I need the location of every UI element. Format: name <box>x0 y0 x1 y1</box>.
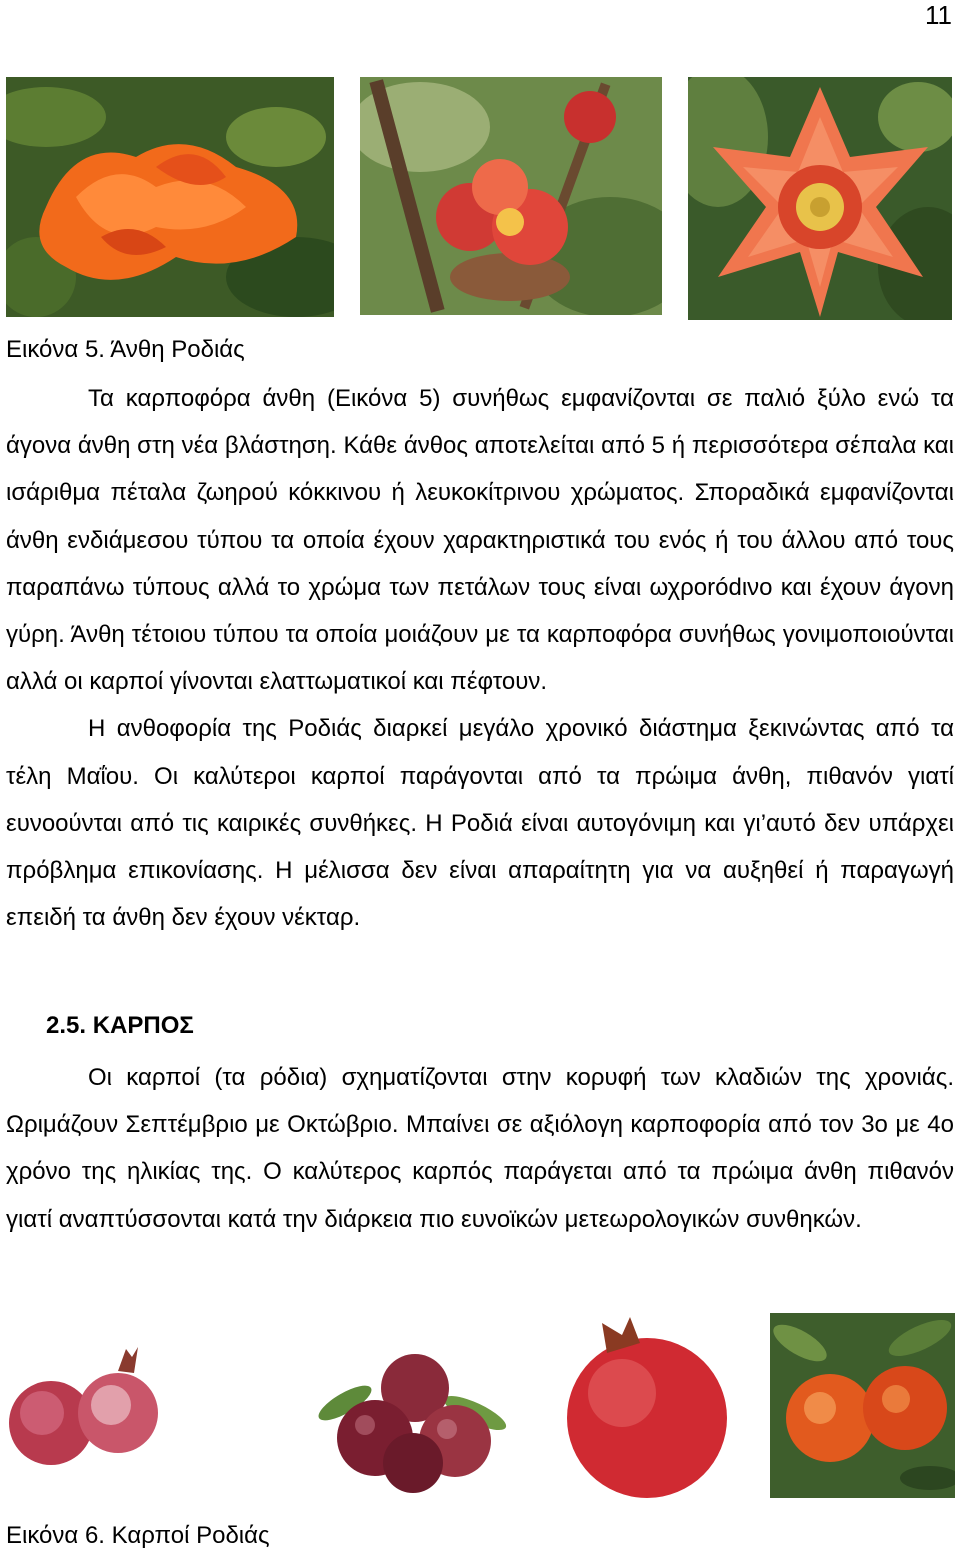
orange-pomegranate-flower-photo <box>6 77 334 317</box>
section-heading: 2.5. ΚΑΡΠΟΣ <box>46 1012 194 1039</box>
fruit-body <box>6 1054 954 1243</box>
open-pomegranate-flower-photo <box>688 77 952 320</box>
flowers-body <box>6 375 954 941</box>
two-pomegranates-photo <box>6 1343 160 1475</box>
single-pomegranate-photo <box>552 1313 742 1500</box>
figure-6-caption: Εικόνα 6. Καρποί Ροδιάς <box>6 1522 270 1549</box>
page-number: 11 <box>925 0 952 30</box>
paragraph: Η ανθοφορία της Ροδιάς διαρκεί μεγάλο χρονικό διάστημα ξεκινώντας από τα τέλη Μαΐου. Οι καλύτεροι καρποί παράγονται από τα πρώιμα άνθη, πιθανόν γιατί ευνοούνται από τις καιρικές συνθήκες. Η Ροδιά είναι αυτογόνιμη και γι’αυτό δεν υπάρχει πρόβλημα επικονίασης. Η μέλισσα δεν είναι απαραίτητη για να αυξηθεί ή παραγωγή επειδή τα άνθη δεν έχουν νέκταρ. <box>6 715 954 932</box>
paragraph: Οι καρποί (τα ρόδια) σχηματίζονται στην κορυφή των κλαδιών της χρονιάς. Ωριμάζουν Σεπτέμβριο με Οκτώβριο. Μπαίνει σε αξιόλογη καρποφορία από τον 3ο με 4ο χρόνο της ηλικίας της. Ο καλύτερος καρπός παράγεται από τα πρώιμα άνθη πιθανόν γιατί αναπτύσσονται κατά την διάρκεια πιο ευνοϊκών μετεωρολογικών συνθηκών. <box>6 1064 954 1233</box>
pomegranate-cluster-photo <box>305 1343 515 1497</box>
figure-5-caption: Εικόνα 5. Άνθη Ροδιάς <box>6 336 245 363</box>
paragraph: Τα καρποφόρα άνθη (Εικόνα 5) συνήθως εμφανίζονται σε παλιό ξύλο ενώ τα άγονα άνθη στη νέα βλάστηση. Κάθε άνθος αποτελείται από 5 ή περισσότερα σέπαλα και ισάριθμα πέταλα ζωηρού κόκκινου ή λευκοκίτρινου χρώματος. Σποραδικά εμφανίζονται άνθη ενδιάμεσου τύπου τα οποία έχουν χαρακτηριστικά του ενός ή του άλλου από τους παραπάνω τύπους αλλά το χρώμα των πετάλων τους είναι ωχροródινο και έχουν άγονη γύρη. Άνθη τέτοιου τύπου τα οποία μοιάζουν με τα καρποφόρα συνήθως γονιμοποιούνται αλλά οι καρποί γίνονται ελαττωματικοί και πέφτουν. <box>6 385 954 696</box>
pomegranates-on-tree-photo <box>770 1313 955 1498</box>
red-pomegranate-flower-closeup-photo <box>360 77 662 315</box>
